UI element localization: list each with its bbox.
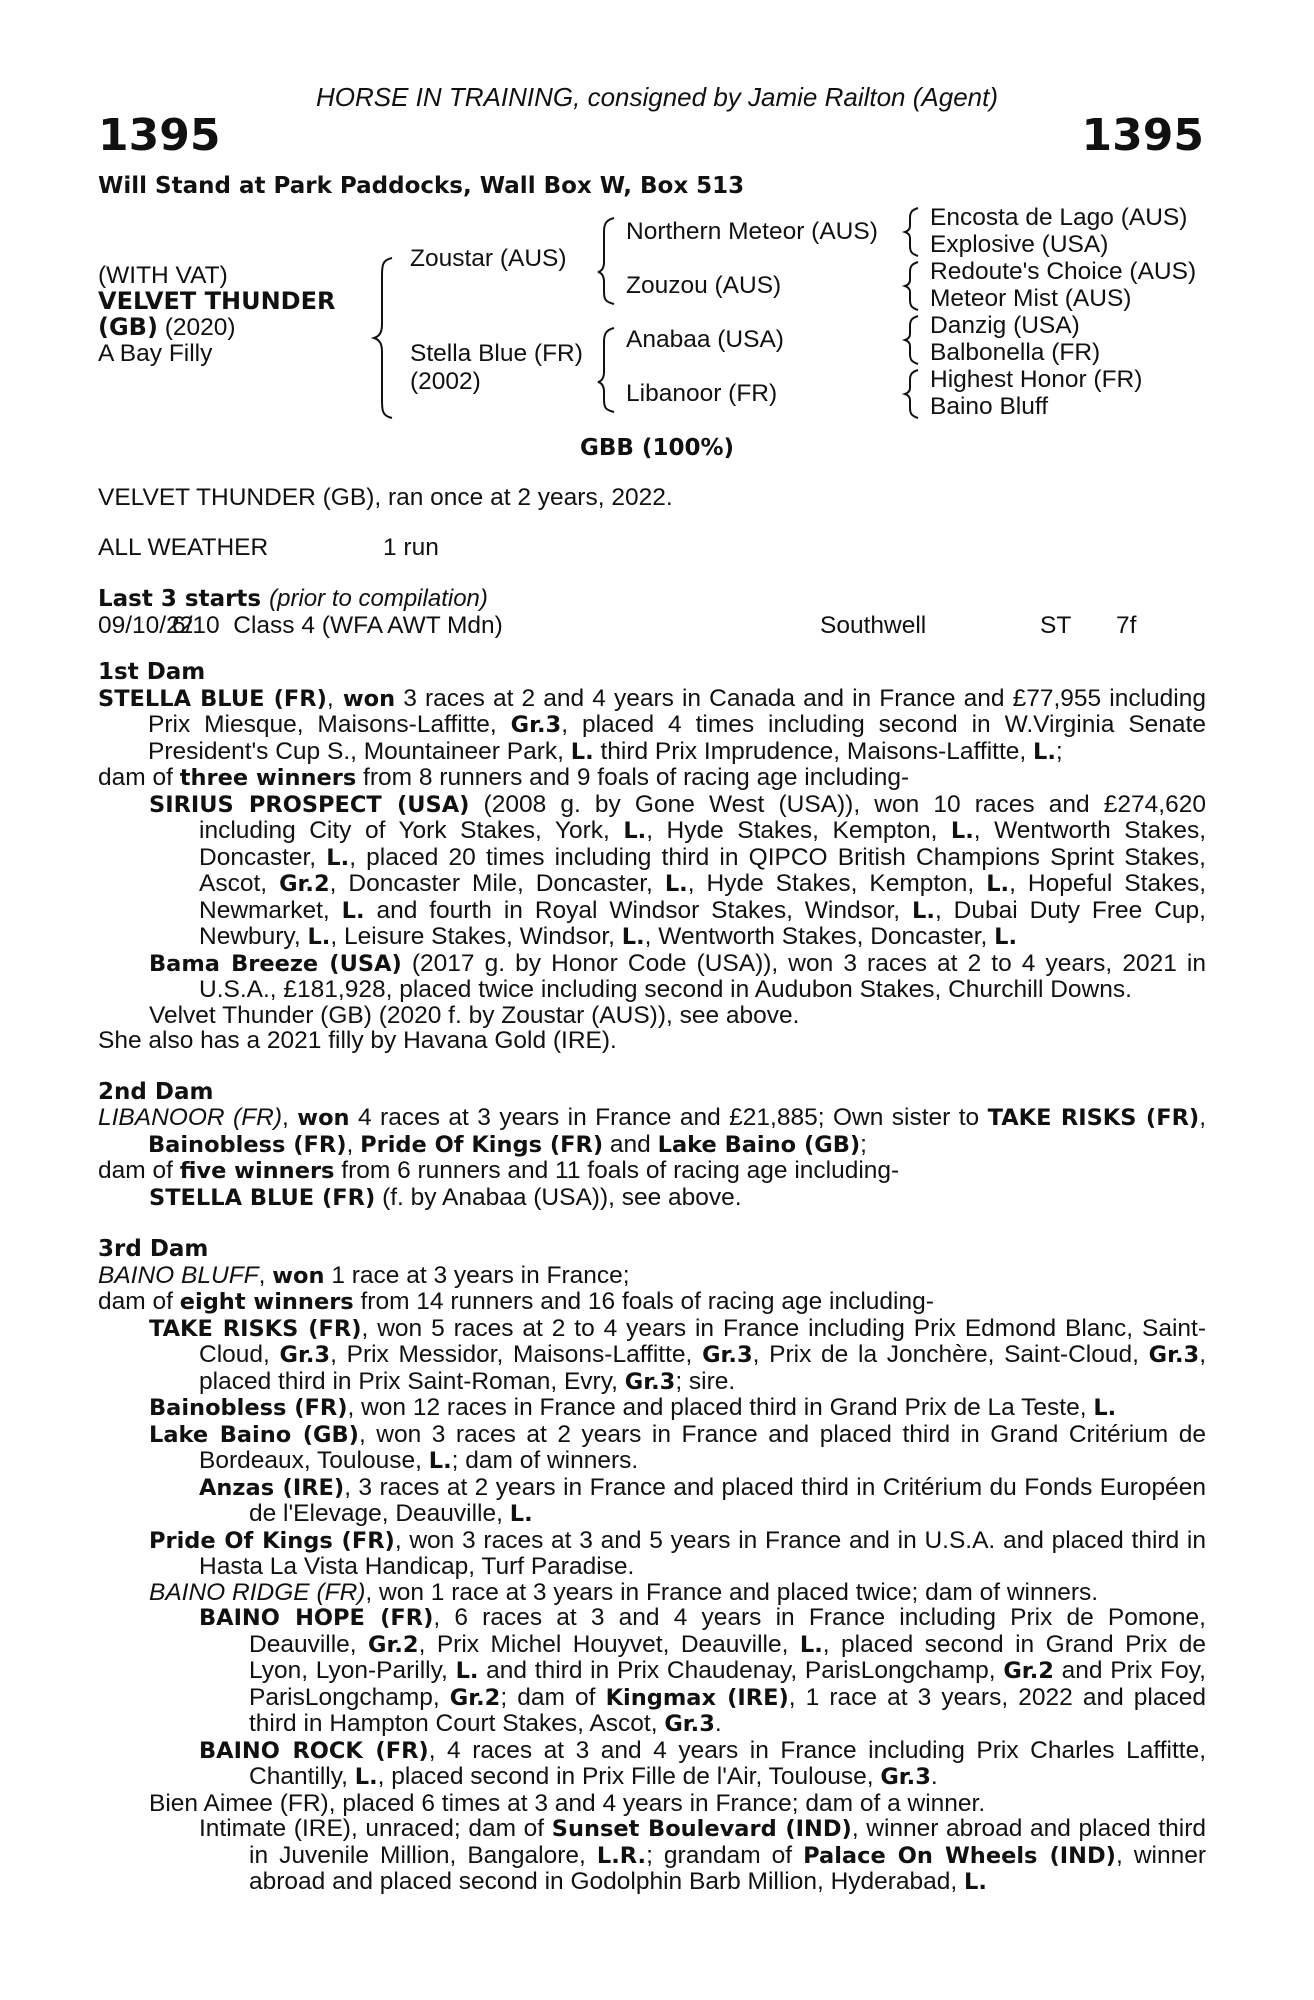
race-description: 6/10 Class 4 (WFA AWT Mdn)	[172, 612, 503, 639]
bold-run: L.	[799, 1631, 823, 1658]
bold-run: Lake Baino (GB)	[149, 1421, 359, 1448]
bold-run: Gr.2	[1003, 1658, 1054, 1684]
pedigree-g8: Baino Bluff	[930, 393, 1049, 420]
text-run: Intimate (IRE), unraced; dam of	[199, 1815, 552, 1842]
bold-run: L.	[307, 924, 331, 950]
text-run: , placed second in Prix Fille de l'Air, Toulouse,	[377, 1763, 881, 1790]
bold-run: L.	[428, 1448, 452, 1474]
pedigree-dam-sire: Anabaa (USA)	[626, 326, 784, 353]
text-run: ; sire.	[675, 1367, 736, 1395]
text-run: She also has a 2021 filly by Havana Gold (IRE).	[98, 1027, 617, 1054]
race-distance: 7f	[1116, 612, 1137, 639]
bold-run: Pride Of Kings (FR)	[149, 1527, 395, 1554]
bold-run: Pride Of Kings (FR)	[360, 1131, 604, 1158]
text-run: , placed second in Grand Prix de Lyon, Lyon-Parilly,	[249, 1630, 1206, 1684]
text-run: , Wentworth Stakes, Doncaster,	[199, 817, 1207, 871]
bold-run: TAKE RISKS (FR)	[149, 1315, 362, 1342]
text-run: (2008 g. by Gone West (USA)), won 10 races and £274,620 including City of York Stakes, York,	[199, 790, 1206, 844]
text-run: and	[603, 1130, 658, 1158]
text-run: .	[714, 1710, 722, 1737]
text-run: , placed third in Prix Saint-Roman, Evry,	[199, 1341, 1206, 1395]
pedigree-paragraph	[98, 1289, 1206, 1316]
text-run: , Hopeful Stakes, Newmarket,	[199, 870, 1206, 924]
text-run: , Prix Messidor, Maisons-Laffitte,	[330, 1341, 703, 1368]
lot-number-right: 1395	[1081, 110, 1204, 161]
bold-run: Lake Baino (GB)	[657, 1131, 861, 1158]
second-dam-paragraphs	[98, 1105, 1206, 1211]
first-dam-paragraphs	[98, 686, 1206, 1054]
bold-run: L.	[326, 844, 350, 871]
text-run: ;	[1055, 737, 1063, 765]
text-run: , won 3 races at 3 and 5 years in France and in U.S.A. and placed third in Hasta La Vista Handicap, Turf Paradise.	[199, 1526, 1206, 1580]
pedigree-paragraph	[98, 1816, 1206, 1896]
pedigree-g2: Explosive (USA)	[930, 231, 1109, 258]
lot-number-left: 1395	[98, 110, 221, 161]
bold-run: L.	[341, 897, 365, 924]
bold-run: Gr.3	[624, 1368, 676, 1395]
text-run: (f. by Anabaa (USA)), see above.	[375, 1183, 742, 1211]
horse-year: (2020)	[164, 314, 236, 341]
bold-run: L.	[455, 1658, 479, 1684]
text-run: , Hyde Stakes, Kempton,	[687, 870, 987, 897]
pedigree-paragraph	[98, 792, 1206, 951]
text-run: , won 12 races in France and placed third in Grand Prix de La Teste,	[347, 1394, 1094, 1421]
pedigree-paragraph	[98, 1263, 1206, 1290]
bold-run: L.	[664, 871, 688, 897]
text-run: , 6 races at 3 and 4 years in France including Prix de Pomone, Deauville,	[249, 1604, 1206, 1658]
text-run: , 1 race at 3 years, 2022 and placed third in Hampton Court Stakes, Ascot,	[249, 1683, 1207, 1737]
bold-run: L.	[621, 924, 645, 950]
text-run: , Hyde Stakes, Kempton,	[646, 817, 951, 844]
italic-run: BAINO RIDGE (FR)	[149, 1578, 366, 1606]
bold-run: SIRIUS PROSPECT (USA)	[149, 791, 470, 818]
text-run: ; dam of	[500, 1683, 606, 1711]
bold-run: Gr.3	[510, 712, 562, 738]
text-run: dam of	[98, 1157, 180, 1184]
text-run: from 8 runners and 9 foals of racing age including-	[356, 764, 910, 791]
text-run: dam of	[98, 1288, 180, 1315]
pedigree-paragraph	[98, 765, 1206, 792]
stable-location: Will Stand at Park Paddocks, Wall Box W, Box 513	[98, 173, 745, 199]
bold-run: Gr.3	[279, 1342, 331, 1368]
bold-run: TAKE RISKS (FR)	[987, 1105, 1200, 1131]
text-run: , Dubai Duty Free Cup, Newbury,	[199, 896, 1206, 950]
text-run: third Prix Imprudence, Maisons-Laffitte,	[593, 737, 1034, 765]
bold-run: L.	[354, 1764, 378, 1790]
bold-run: Palace On Wheels (IND)	[803, 1842, 1116, 1869]
last-starts-note: (prior to compilation)	[269, 585, 488, 612]
bold-run: Gr.3	[664, 1711, 715, 1737]
text-run: 3 races at 2 and 4 years in Canada and in France and £77,955 including Prix Miesque, Maisons-Laffitte,	[148, 684, 1206, 738]
third-dam-paragraphs	[98, 1263, 1206, 1896]
first-dam-section	[98, 660, 1206, 1054]
third-dam-heading: 3rd Dam	[98, 1236, 209, 1262]
bold-run: Gr.2	[449, 1684, 501, 1711]
text-run: Velvet Thunder (GB) (2020 f. by Zoustar (AUS)), see above.	[149, 1001, 800, 1029]
last-starts-title: Last 3 starts	[98, 586, 262, 612]
catalogue-subtitle: HORSE IN TRAINING, consigned by Jamie Railton (Agent)	[315, 82, 999, 112]
text-run: ; dam of winners.	[451, 1447, 639, 1474]
text-run: from 14 runners and 16 foals of racing age including-	[353, 1288, 934, 1315]
bold-run: eight winners	[179, 1289, 354, 1315]
all-weather-label: ALL WEATHER	[98, 534, 269, 561]
bold-run: Bainobless (FR)	[148, 1131, 347, 1158]
text-run: 1 race at 3 years in France;	[324, 1261, 630, 1289]
bold-run: won	[272, 1262, 325, 1289]
pedigree-paragraph	[98, 1580, 1206, 1606]
bold-run: three winners	[179, 765, 357, 791]
text-run: .	[930, 1763, 938, 1790]
pedigree-dam: Stella Blue (FR)	[410, 340, 583, 367]
bold-run: BAINO ROCK (FR)	[199, 1737, 429, 1764]
all-weather-value: 1 run	[383, 534, 439, 561]
text-run: , winner abroad and placed second in Godolphin Barb Million, Hyderabad,	[249, 1841, 1206, 1895]
bold-run: Gr.3	[702, 1342, 753, 1368]
text-run: dam of	[98, 764, 180, 791]
pedigree-dam-year: (2002)	[410, 368, 481, 395]
text-run: ,	[282, 1104, 298, 1131]
pedigree-paragraph	[98, 1422, 1206, 1475]
text-run: and third in Prix Chaudenay, ParisLongchamp,	[478, 1657, 1004, 1684]
text-run: ,	[326, 684, 334, 712]
bold-run: L.	[986, 871, 1010, 897]
text-run: , placed 4 times including second in W.Virginia Senate President's Cup S., Mountaineer Park,	[148, 711, 1206, 765]
text-run: and Prix Foy, ParisLongchamp,	[249, 1657, 1206, 1711]
pedigree-sire: Zoustar (AUS)	[410, 245, 567, 272]
text-run: , placed 20 times including third in QIPCO British Champions Sprint Stakes, Ascot,	[199, 843, 1206, 897]
text-run: , Leisure Stakes, Windsor,	[330, 923, 622, 950]
first-dam-heading: 1st Dam	[98, 659, 206, 685]
text-run: , won 5 races at 2 to 4 years in France including Prix Edmond Blanc, Saint-Cloud,	[199, 1314, 1206, 1368]
bold-run: L.	[1093, 1395, 1117, 1421]
text-run: , Prix Michel Houyvet, Deauville,	[418, 1630, 800, 1658]
text-run: Bien Aimee (FR), placed 6 times at 3 and 4 years in France; dam of a winner.	[149, 1789, 986, 1817]
pedigree-paragraph	[98, 1185, 1206, 1212]
bold-run: Kingmax (IRE)	[605, 1684, 789, 1711]
bold-run: Gr.3	[1148, 1342, 1200, 1368]
bold-run: L.R.	[596, 1842, 647, 1869]
race-surface: ST	[1040, 612, 1072, 639]
bold-run: L.	[1033, 738, 1056, 765]
bold-run: L.	[623, 818, 647, 844]
bold-run: Anzas (IRE)	[199, 1474, 345, 1501]
pedigree-paragraph	[98, 1738, 1206, 1791]
vat-note: (WITH VAT)	[98, 262, 228, 289]
text-run: , Wentworth Stakes, Doncaster,	[644, 923, 995, 950]
pedigree-paragraph	[98, 1316, 1206, 1396]
text-run: , 4 races at 3 and 4 years in France including Prix Charles Laffitte, Chantilly,	[249, 1736, 1206, 1790]
bold-run: Gr.2	[368, 1631, 419, 1658]
pedigree-paragraph	[98, 686, 1206, 766]
horse-name: VELVET THUNDER	[98, 287, 336, 315]
race-summary: VELVET THUNDER (GB), ran once at 2 years, 2022.	[98, 484, 673, 511]
bold-run: Bainobless (FR)	[149, 1395, 348, 1421]
bold-run: L.	[964, 1869, 987, 1895]
bold-run: won	[297, 1105, 350, 1131]
second-dam-heading: 2nd Dam	[98, 1078, 214, 1105]
horse-description: A Bay Filly	[98, 340, 213, 367]
pedigree-paragraph	[98, 1605, 1206, 1738]
pedigree-sire-dam: Zouzou (AUS)	[626, 272, 782, 299]
bold-run: Bama Breeze (USA)	[149, 950, 402, 977]
text-run: , won 1 race at 3 years in France and placed twice; dam of winners.	[365, 1578, 1099, 1606]
pedigree-g4: Meteor Mist (AUS)	[930, 285, 1132, 312]
text-run: , Doncaster Mile, Doncaster,	[329, 870, 665, 897]
text-run: , winner abroad and placed third in Juvenile Million, Bangalore,	[249, 1815, 1206, 1869]
bold-run: L.	[912, 897, 935, 924]
text-run: ,	[258, 1261, 273, 1289]
text-run: 4 races at 3 years in France and £21,885; Own sister to	[349, 1104, 988, 1131]
gbb-rating: GBB (100%)	[579, 435, 735, 461]
pedigree-paragraph	[98, 951, 1206, 1003]
pedigree-paragraph	[98, 1791, 1206, 1817]
pedigree-paragraph	[98, 1528, 1206, 1580]
race-date: 09/10/22	[98, 612, 194, 639]
text-run: (2017 g. by Honor Code (USA)), won 3 races at 2 to 4 years, 2021 in U.S.A., £181,928, placed twice including second in Audubon Stakes, Churchill Downs.	[199, 949, 1206, 1003]
bold-run: STELLA BLUE (FR)	[98, 685, 327, 712]
pedigree-paragraph	[98, 1028, 1206, 1054]
second-dam-section	[98, 1080, 1206, 1212]
pedigree-sire-sire: Northern Meteor (AUS)	[626, 218, 878, 245]
pedigree-g3: Redoute's Choice (AUS)	[930, 258, 1197, 285]
text-run: , Prix de la Jonchère, Saint-Cloud,	[752, 1341, 1149, 1368]
pedigree-g1: Encosta de Lago (AUS)	[930, 204, 1188, 231]
bold-run: L.	[509, 1501, 533, 1527]
pedigree-paragraph	[98, 1158, 1206, 1185]
pedigree-paragraph	[98, 1395, 1206, 1422]
bold-run: L.	[570, 738, 594, 765]
text-run: and fourth in Royal Windsor Stakes, Windsor,	[364, 896, 913, 924]
text-run: , 3 races at 2 years in France and placed third in Critérium du Fonds Européen de l'Elevage, Deauville,	[249, 1473, 1207, 1527]
pedigree-paragraph	[98, 1475, 1206, 1528]
pedigree-dam-dam: Libanoor (FR)	[626, 380, 778, 407]
text-run: from 6 runners and 11 foals of racing age including-	[334, 1157, 900, 1184]
text-run: ,	[346, 1130, 361, 1158]
horse-country: (GB)	[98, 313, 158, 341]
pedigree-paragraph	[98, 1003, 1206, 1029]
text-run: ;	[860, 1130, 867, 1158]
text-run: ,	[1199, 1104, 1206, 1131]
bold-run: five winners	[179, 1158, 335, 1184]
text-run: , won 3 races at 2 years in France and placed third in Grand Critérium de Bordeaux, Toulouse,	[199, 1420, 1206, 1474]
race-course: Southwell	[820, 612, 927, 639]
pedigree-g6: Balbonella (FR)	[930, 339, 1101, 366]
pedigree-g7: Highest Honor (FR)	[930, 366, 1143, 393]
italic-run: BAINO BLUFF	[98, 1261, 259, 1289]
pedigree-paragraph	[98, 1105, 1206, 1158]
text-run: ; grandam of	[646, 1841, 804, 1869]
bold-run: L.	[950, 818, 974, 844]
italic-run: LIBANOOR (FR)	[98, 1104, 283, 1131]
bold-run: won	[333, 685, 396, 712]
bold-run: Gr.2	[279, 871, 330, 897]
bold-run: BAINO HOPE (FR)	[199, 1605, 434, 1631]
last-starts-heading	[98, 585, 488, 613]
bold-run: Gr.3	[880, 1764, 931, 1790]
bold-run: STELLA BLUE (FR)	[149, 1184, 376, 1211]
bold-run: Sunset Boulevard (IND)	[551, 1816, 852, 1842]
pedigree-g5: Danzig (USA)	[930, 312, 1080, 339]
third-dam-section	[98, 1237, 1206, 1896]
bold-run: L.	[994, 924, 1018, 950]
dam-sections	[98, 660, 1206, 1896]
